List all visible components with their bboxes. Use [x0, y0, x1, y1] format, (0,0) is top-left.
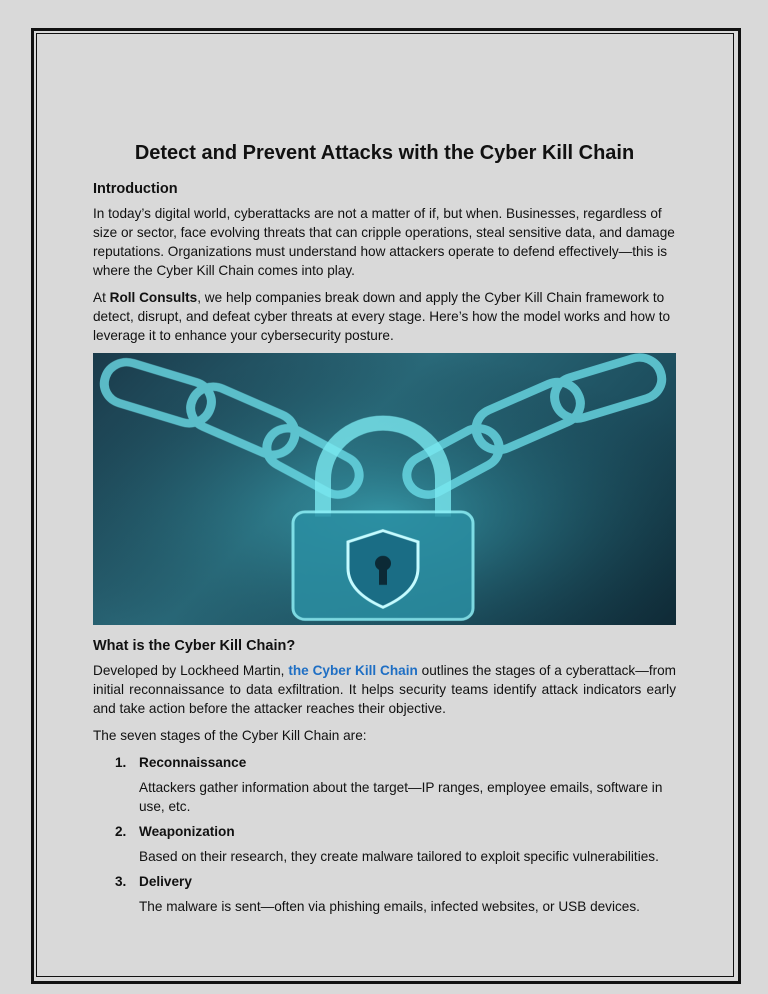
stages-intro: The seven stages of the Cyber Kill Chain are:	[93, 728, 367, 743]
page-title: Detect and Prevent Attacks with the Cyber Kill Chain	[134, 142, 635, 164]
stage-title: Delivery	[139, 874, 192, 889]
text: , we help companies break down and apply the Cyber Kill Chain framework to detect, disrupt, and defeat cyber threats at every stage. Here’s how the model works and how to leverage it to enhance your cybersecurity posture.	[93, 290, 671, 343]
stage-item	[115, 822, 676, 866]
what-paragraph	[93, 661, 676, 718]
text: At	[93, 290, 110, 305]
what-heading: What is the Cyber Kill Chain?	[93, 638, 296, 654]
stage-title: Weaponization	[139, 824, 235, 839]
stage-number: 3.	[115, 874, 127, 889]
text: Developed by Lockheed Martin,	[93, 663, 289, 678]
document-body	[93, 140, 676, 922]
stage-number: 1.	[115, 755, 127, 770]
intro-paragraph: In today’s digital world, cyberattacks are not a matter of if, but when. Businesses, regardless of size or sector, face evolving threats that can cripple operations, steal sensitive data, and damage reputations. Organizations must understand how attackers operate to defend effectively—this is where the Cyber Kill Chain comes into play.	[93, 206, 675, 278]
text: outlines the stages of a cyberattack—from initial reconnaissance to data exfiltration. It helps security teams identify attack indicators early and take action before the attacker reaches their objective.	[93, 663, 677, 716]
stage-title: Reconnaissance	[139, 755, 247, 770]
stage-item	[115, 872, 676, 916]
stage-description: Based on their research, they create malware tailored to exploit specific vulnerabilities.	[139, 849, 659, 864]
roll-consults-paragraph	[93, 288, 676, 345]
intro-heading: Introduction	[93, 181, 178, 197]
stage-item	[115, 753, 676, 816]
hero-image-cyber-chain-lock	[93, 353, 676, 625]
chain-lock-illustration	[93, 353, 676, 625]
stage-description: The malware is sent—often via phishing emails, infected websites, or USB devices.	[139, 899, 640, 914]
stage-description: Attackers gather information about the target—IP ranges, employee emails, software in use, etc.	[139, 780, 663, 814]
stage-number: 2.	[115, 824, 127, 839]
cyber-kill-chain-link[interactable]: the Cyber Kill Chain	[288, 663, 418, 678]
brand-name: Roll Consults	[109, 290, 198, 305]
